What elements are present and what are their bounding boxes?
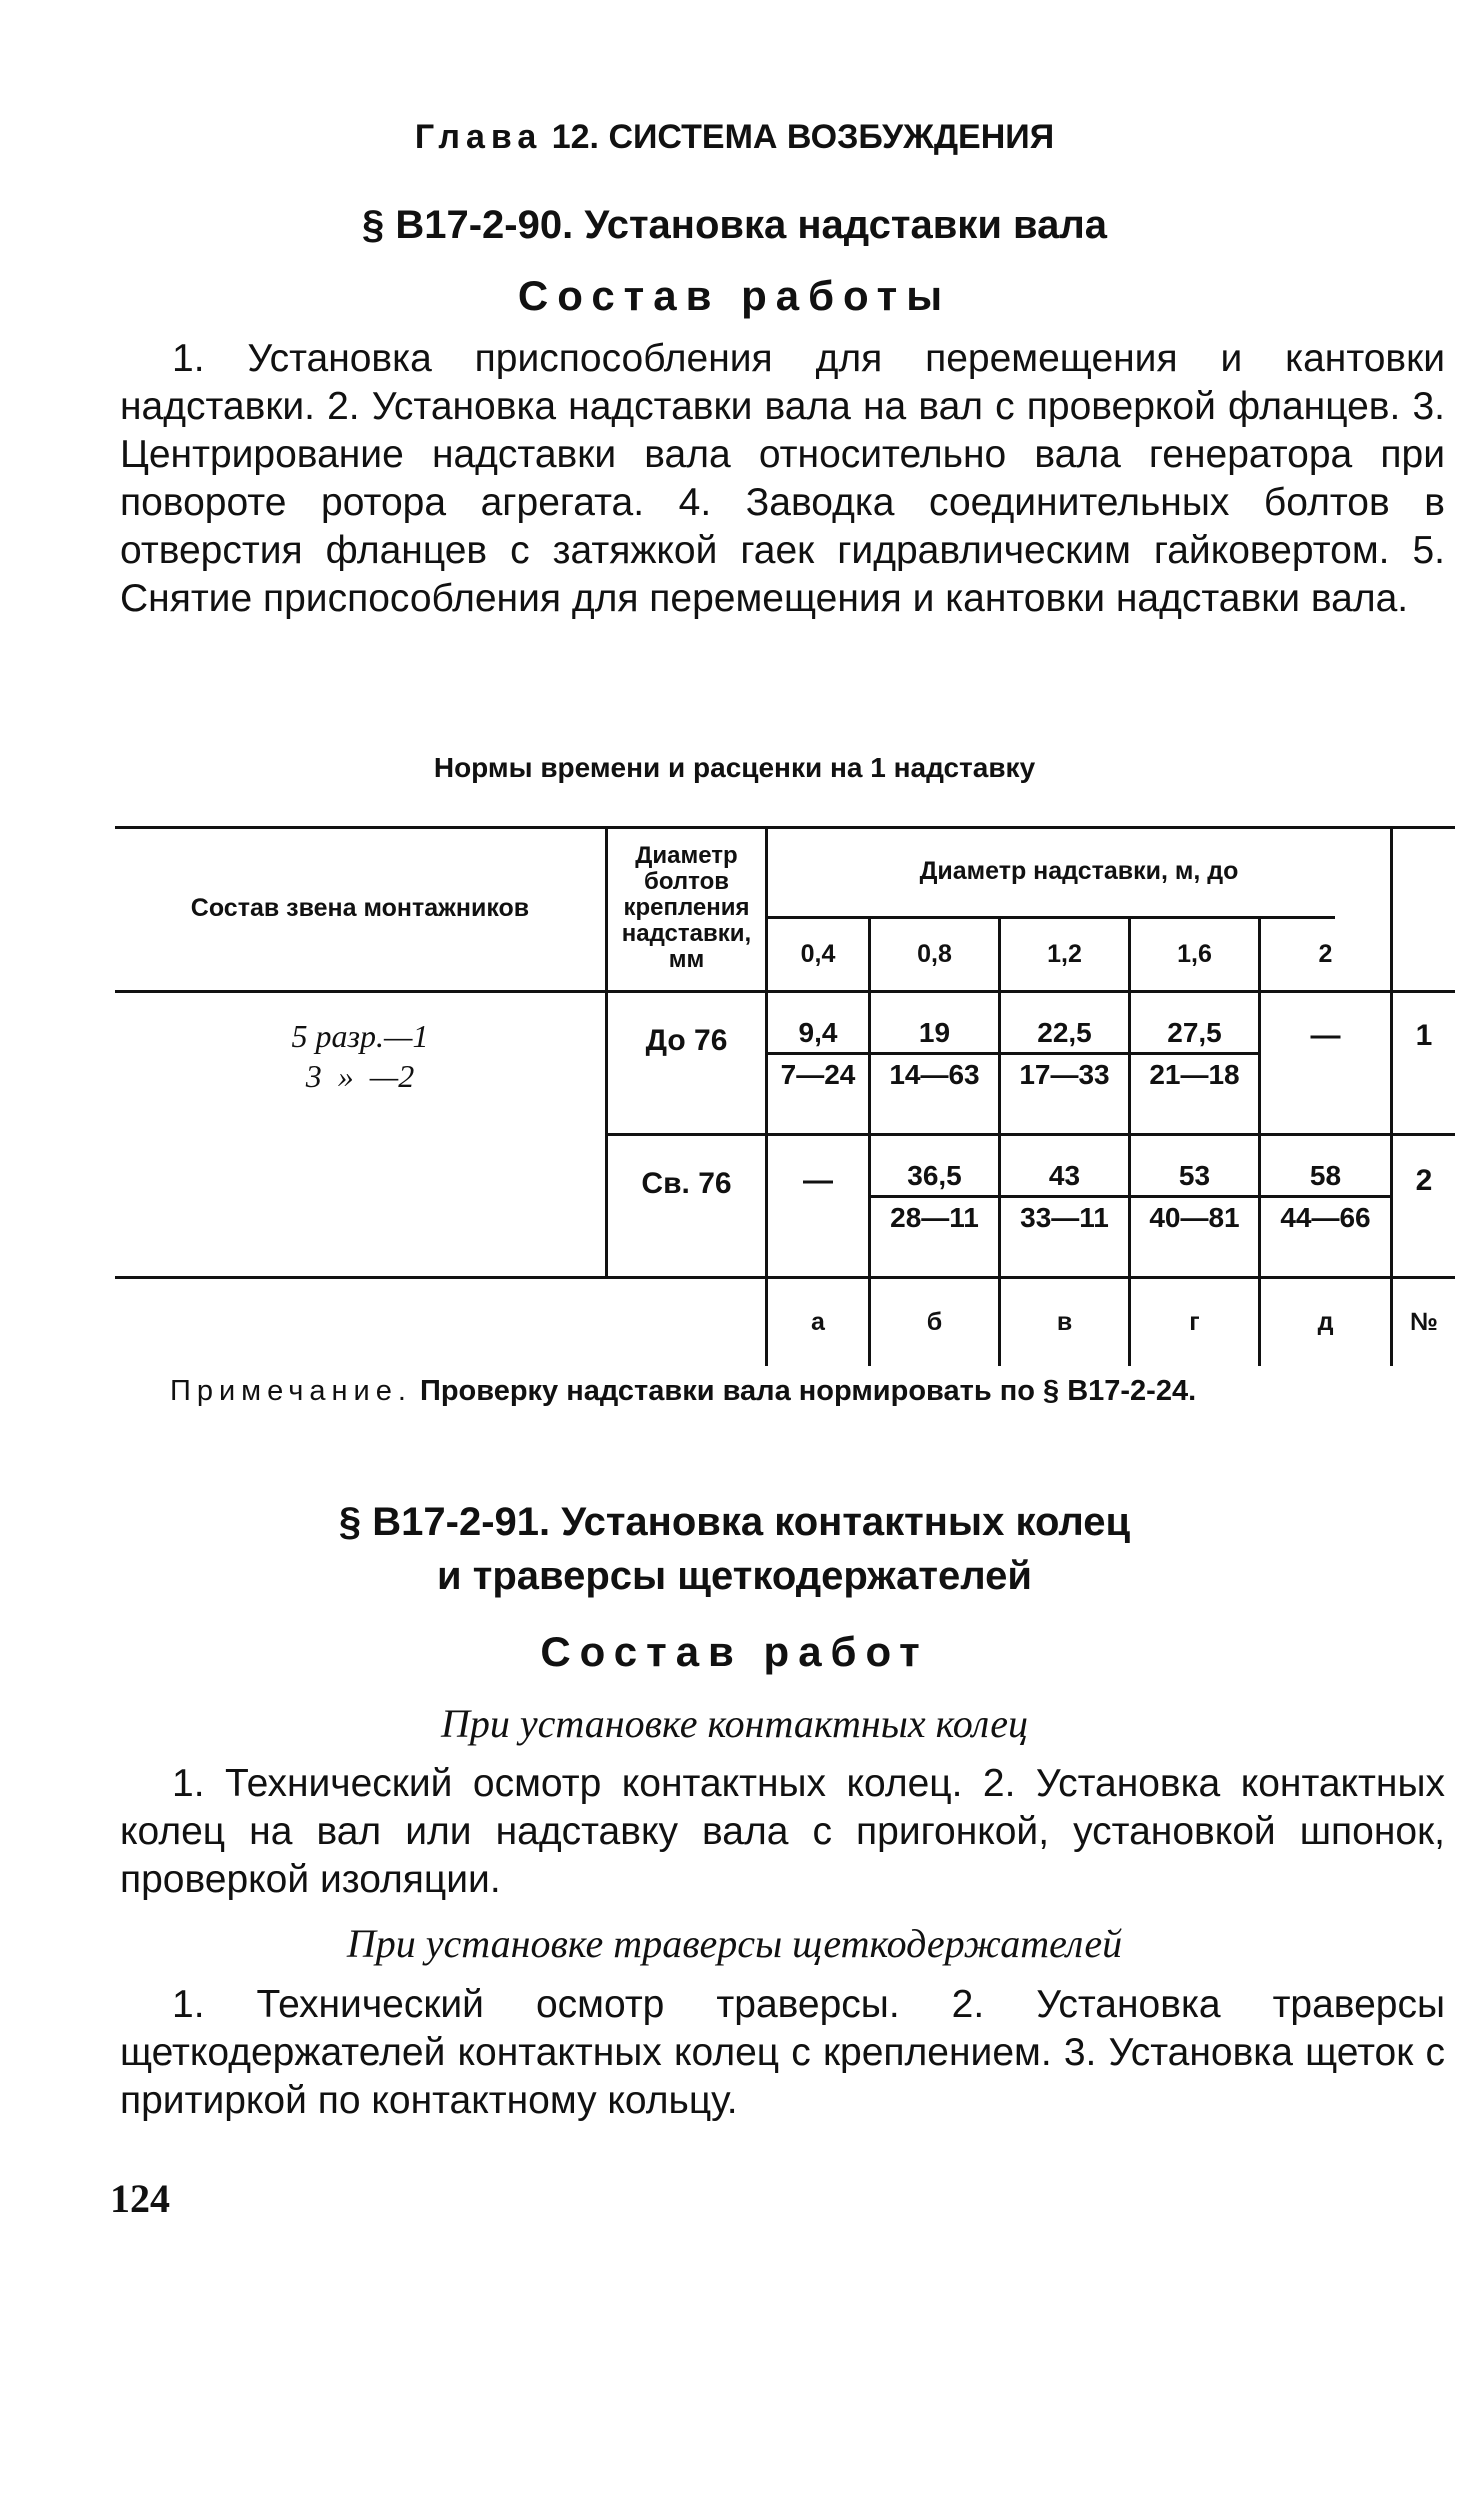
rate-cell: $\frac{27,5}{21—18}$ [1131, 1014, 1258, 1095]
rate-cell: $\frac{58}{44—66}$ [1261, 1157, 1390, 1238]
diam-value: 1,2 [1047, 940, 1082, 968]
bolt-diameter-row-1: До 76 [645, 1024, 728, 1057]
chapter-heading [0, 118, 1469, 157]
diam-value: 2 [1318, 940, 1333, 968]
rate-cell: $\frac{53}{40—81}$ [1131, 1157, 1258, 1238]
number-label: № [1410, 1308, 1438, 1336]
rate-cell: $\frac{19}{14—63}$ [871, 1014, 998, 1095]
rate-cell-empty: — [1310, 1019, 1341, 1052]
column-letter: а [811, 1308, 825, 1336]
section-title-b17-2-91 [0, 1495, 1469, 1603]
section-title-line-1: § В17-2-91. Установка контактных колец [338, 1500, 1131, 1544]
work-description-rings: 1. Технический осмотр контактных колец. 2. Установка контактных колец на вал или надставку вала с пригонкой, установкой шпонок, проверкой изоляции. [120, 1762, 1445, 1901]
column-letter: в [1056, 1308, 1073, 1336]
diam-value: 0,8 [917, 940, 952, 968]
work-description-traverse: 1. Технический осмотр траверсы. 2. Установка траверсы щеткодержателей контактных колец с креплением. 3. Установка щеток с притиркой по контактному кольцу. [120, 1983, 1445, 2122]
norms-table [115, 826, 1455, 1366]
work-heading-1: Состав работы [517, 272, 952, 319]
rate-cell: $\frac{43}{33—11}$ [1001, 1157, 1128, 1238]
section-title-line-2: и траверсы щеткодержателей [437, 1554, 1032, 1598]
crew-line-1: 5 разр.—1 [291, 1018, 429, 1054]
column-letter: б [926, 1308, 943, 1336]
chapter-title: 12. СИСТЕМА ВОЗБУЖДЕНИЯ [551, 118, 1055, 156]
subheading-rings: При установке контактных колец [441, 1701, 1028, 1746]
diam-value: 1,6 [1177, 940, 1212, 968]
column-letter: г [1189, 1308, 1200, 1336]
section-title-b17-2-90: § В17-2-90. Установка надставки вала [362, 203, 1107, 247]
header-bolt-diameter: Диаметр болтов крепления надставки, мм [621, 842, 752, 973]
diam-value: 0,4 [800, 940, 836, 968]
rate-cell: $\frac{36,5}{28—11}$ [871, 1157, 998, 1238]
bolt-diameter-row-2: Св. 76 [641, 1167, 732, 1200]
note-text: Проверку надставки вала нормировать по § В17-2-24. [419, 1375, 1197, 1407]
header-shaft-diameter: Диаметр надставки, м, до [919, 856, 1239, 885]
header-crew: Состав звена монтажников [190, 893, 530, 922]
crew-line-2: 3 » —2 [305, 1058, 415, 1094]
crew-composition [115, 1016, 605, 1096]
rate-cell-empty: — [803, 1164, 833, 1197]
column-letter: д [1317, 1308, 1334, 1336]
work-heading-2: Состав работ [540, 1628, 929, 1675]
row-number: 1 [1415, 1019, 1433, 1052]
chapter-prefix: Глава [414, 118, 543, 156]
work-description-1: 1. Установка приспособления для перемещения и кантовки надставки. 2. Установка надставки вала на вал с проверкой фланцев. 3. Центрирование надставки вала относительно вала генератора при повороте ротора агрегата. 4. Заводка соединительных болтов в отверстия фланцев с затяжкой гаек гидравлическим гайковертом. 5. Снятие приспособления для перемещения и кантовки надставки вала. [120, 337, 1445, 620]
rate-cell: $\frac{22,5}{17—33}$ [1001, 1014, 1128, 1095]
table-note [170, 1375, 1420, 1408]
page-number: 124 [110, 2176, 170, 2221]
row-number: 2 [1415, 1164, 1433, 1197]
rate-cell: $\frac{9,4}{7—24}$ [768, 1014, 868, 1095]
note-prefix: Примечание. [170, 1375, 412, 1407]
table-caption: Нормы времени и расценки на 1 надставку [433, 752, 1036, 783]
subheading-traverse: При установке траверсы щеткодержателей [346, 1921, 1123, 1966]
